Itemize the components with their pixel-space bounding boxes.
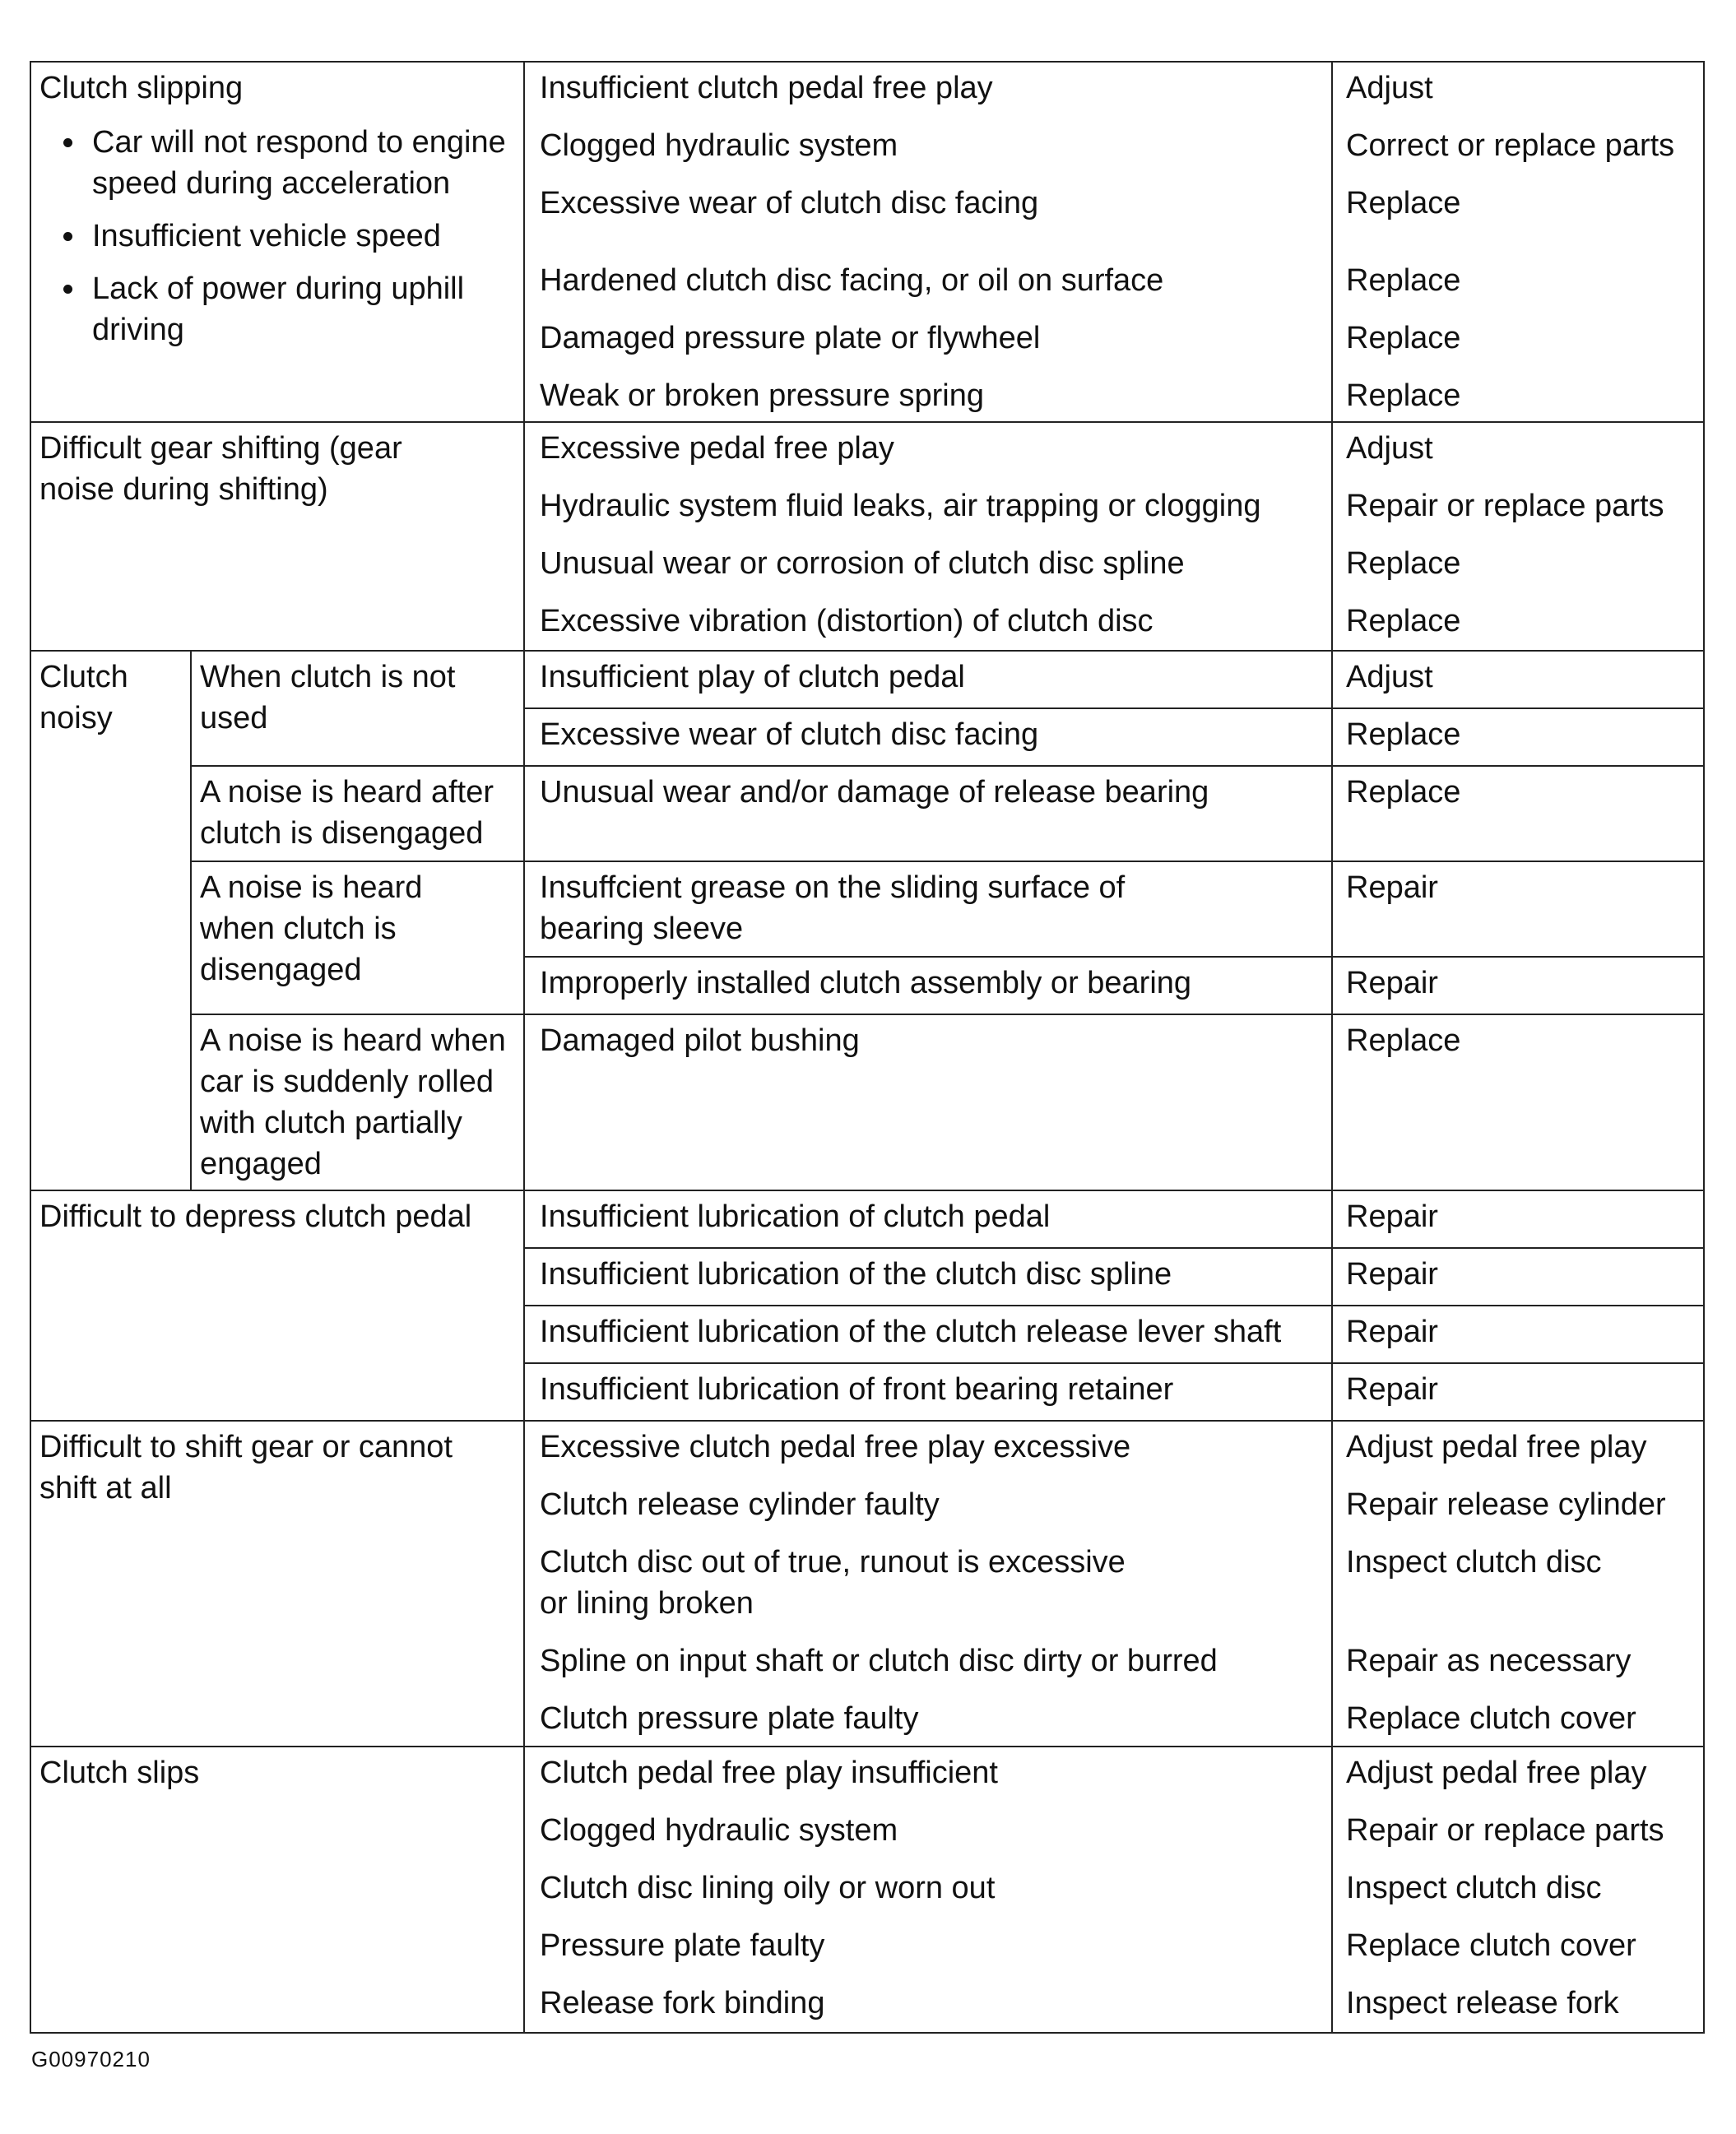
cause-item: Unusual wear or corrosion of clutch disc spline — [540, 546, 1185, 581]
symptom-bullet-list — [39, 122, 510, 350]
cause-cell — [524, 861, 1332, 957]
cause-cell — [524, 1421, 1332, 1747]
cause-item: Clogged hydraulic system — [540, 128, 898, 163]
symptom-bullet: • Car will not respond to engine speed during acceleration — [87, 122, 510, 204]
symptom-cell — [30, 651, 191, 1190]
remedy-cell — [1332, 708, 1704, 766]
remedy-item: Inspect clutch disc — [1346, 1545, 1602, 1580]
remedy-cell — [1332, 1363, 1704, 1421]
remedy-item: Replace — [1346, 1023, 1461, 1058]
sub-symptom-cell — [191, 766, 524, 861]
cause-cell — [524, 1306, 1332, 1363]
remedy-item: Replace — [1346, 717, 1461, 752]
remedy-cell — [1332, 1248, 1704, 1306]
remedy-item: Adjust — [1346, 660, 1433, 694]
table-row — [30, 1190, 1704, 1248]
cause-item: Insufficient clutch pedal free play — [540, 71, 993, 105]
cause-item: Insufficient lubrication of front bearing retainer — [540, 1372, 1174, 1407]
sub-symptom-cell — [191, 1014, 524, 1190]
remedy-item: Replace — [1346, 775, 1461, 810]
remedy-cell — [1332, 62, 1704, 422]
cause-item: Insufficient lubrication of clutch pedal — [540, 1199, 1051, 1234]
sub-symptom-label: A noise is heard after clutch is disengaged — [200, 775, 494, 851]
remedy-cell — [1332, 861, 1704, 957]
remedy-item: Inspect clutch disc — [1346, 1871, 1602, 1905]
remedy-item: Repair or replace parts — [1346, 1813, 1664, 1848]
cause-cell — [524, 651, 1332, 708]
remedy-cell — [1332, 422, 1704, 651]
remedy-item: Replace clutch cover — [1346, 1701, 1636, 1736]
symptom-label: Difficult to depress clutch pedal — [39, 1199, 472, 1234]
cause-item: Excessive vibration (distortion) of clutch disc — [540, 604, 1153, 638]
remedy-cell — [1332, 1421, 1704, 1747]
clutch-troubleshooting-table — [30, 61, 1705, 2034]
remedy-item: Repair — [1346, 1372, 1438, 1407]
symptom-cell — [30, 62, 524, 422]
cause-item: Release fork binding — [540, 1986, 825, 2020]
cause-item: Weak or broken pressure spring — [540, 378, 985, 413]
cause-item: or lining broken — [540, 1586, 754, 1621]
remedy-item: Repair as necessary — [1346, 1644, 1632, 1678]
troubleshooting-document — [30, 61, 1703, 2034]
symptom-bullet: • Lack of power during uphill driving — [87, 268, 510, 350]
cause-cell — [524, 1248, 1332, 1306]
cause-item: Excessive pedal free play — [540, 431, 894, 466]
symptom-label: Clutch slips — [39, 1756, 200, 1790]
remedy-item: Repair or replace parts — [1346, 489, 1664, 523]
remedy-item: Repair — [1346, 1199, 1438, 1234]
remedy-cell — [1332, 651, 1704, 708]
cause-item: Insufficient lubrication of the clutch release lever shaft — [540, 1315, 1282, 1349]
cause-item: Excessive wear of clutch disc facing — [540, 717, 1039, 752]
remedy-item: Replace — [1346, 263, 1461, 298]
cause-cell — [524, 422, 1332, 651]
table-row — [30, 651, 1704, 708]
cause-item: Insuffcient grease on the sliding surface of bearing sleeve — [540, 870, 1126, 946]
cause-item: Damaged pilot bushing — [540, 1023, 860, 1058]
remedy-item: Repair — [1346, 1257, 1438, 1292]
remedy-item: Repair — [1346, 1315, 1438, 1349]
remedy-item: Replace — [1346, 546, 1461, 581]
figure-code: G00970210 — [31, 2047, 151, 2071]
cause-item: Improperly installed clutch assembly or bearing — [540, 966, 1192, 1000]
cause-item: Clogged hydraulic system — [540, 1813, 898, 1848]
symptom-label: Difficult to shift gear or cannot shift at all — [39, 1430, 453, 1505]
table-row — [30, 1421, 1704, 1747]
cause-item: Hydraulic system fluid leaks, air trapping or clogging — [540, 489, 1261, 523]
table-row — [30, 422, 1704, 651]
symptom-bullet: • Insufficient vehicle speed — [87, 216, 510, 257]
cause-item: Hardened clutch disc facing, or oil on surface — [540, 263, 1164, 298]
sub-symptom-label: A noise is heard when car is suddenly rolled with clutch partially engaged — [200, 1023, 506, 1181]
remedy-cell — [1332, 766, 1704, 861]
cause-cell — [524, 1190, 1332, 1248]
symptom-cell — [30, 1421, 524, 1747]
remedy-item: Adjust — [1346, 71, 1433, 105]
cause-cell — [524, 62, 1332, 422]
cause-cell — [524, 766, 1332, 861]
cause-item: Insufficient lubrication of the clutch disc spline — [540, 1257, 1172, 1292]
symptom-cell — [30, 1190, 524, 1421]
cause-item: Spline on input shaft or clutch disc dirty or burred — [540, 1644, 1218, 1678]
sub-symptom-label: A noise is heard when clutch is disengaged — [200, 870, 423, 987]
symptom-cell — [30, 1747, 524, 2033]
remedy-item: Repair — [1346, 870, 1438, 905]
remedy-item: Adjust — [1346, 431, 1433, 466]
remedy-item: Replace — [1346, 604, 1461, 638]
remedy-cell — [1332, 1306, 1704, 1363]
remedy-cell — [1332, 957, 1704, 1014]
remedy-item: Inspect release fork — [1346, 1986, 1619, 2020]
cause-cell — [524, 708, 1332, 766]
remedy-item: Repair — [1346, 966, 1438, 1000]
cause-cell — [524, 957, 1332, 1014]
sub-symptom-cell — [191, 861, 524, 1014]
remedy-item: Replace clutch cover — [1346, 1928, 1636, 1963]
cause-item: Damaged pressure plate or flywheel — [540, 321, 1041, 355]
symptom-label: Clutch noisy — [39, 660, 128, 735]
cause-item: Clutch release cylinder faulty — [540, 1487, 940, 1522]
table-row — [30, 1747, 1704, 2033]
remedy-item: Adjust pedal free play — [1346, 1756, 1647, 1790]
sub-symptom-label: When clutch is not used — [200, 660, 456, 735]
table-row — [30, 861, 1704, 957]
remedy-item: Replace — [1346, 321, 1461, 355]
cause-item: Clutch pedal free play insufficient — [540, 1756, 998, 1790]
table-row — [30, 766, 1704, 861]
remedy-cell — [1332, 1014, 1704, 1190]
symptom-label: Clutch slipping — [39, 71, 244, 105]
remedy-item: Replace — [1346, 186, 1461, 220]
cause-item: Pressure plate faulty — [540, 1928, 825, 1963]
cause-item: Insufficient play of clutch pedal — [540, 660, 965, 694]
remedy-item: Adjust pedal free play — [1346, 1430, 1647, 1464]
cause-item: Excessive clutch pedal free play excessive — [540, 1430, 1131, 1464]
remedy-item: Repair release cylinder — [1346, 1487, 1666, 1522]
cause-item: Clutch disc lining oily or worn out — [540, 1871, 996, 1905]
cause-item: Excessive wear of clutch disc facing — [540, 186, 1039, 220]
cause-item: Unusual wear and/or damage of release bearing — [540, 775, 1209, 810]
symptom-cell — [30, 422, 524, 651]
cause-item: Clutch disc out of true, runout is excessive — [540, 1545, 1126, 1580]
cause-cell — [524, 1747, 1332, 2033]
remedy-cell — [1332, 1747, 1704, 2033]
table-row — [30, 62, 1704, 422]
cause-cell — [524, 1363, 1332, 1421]
sub-symptom-cell — [191, 651, 524, 766]
cause-item: Clutch pressure plate faulty — [540, 1701, 919, 1736]
remedy-item: Correct or replace parts — [1346, 128, 1675, 163]
remedy-cell — [1332, 1190, 1704, 1248]
cause-cell — [524, 1014, 1332, 1190]
table-row — [30, 1014, 1704, 1190]
symptom-label: Difficult gear shifting (gear noise during shifting) — [39, 431, 402, 507]
remedy-item: Replace — [1346, 378, 1461, 413]
